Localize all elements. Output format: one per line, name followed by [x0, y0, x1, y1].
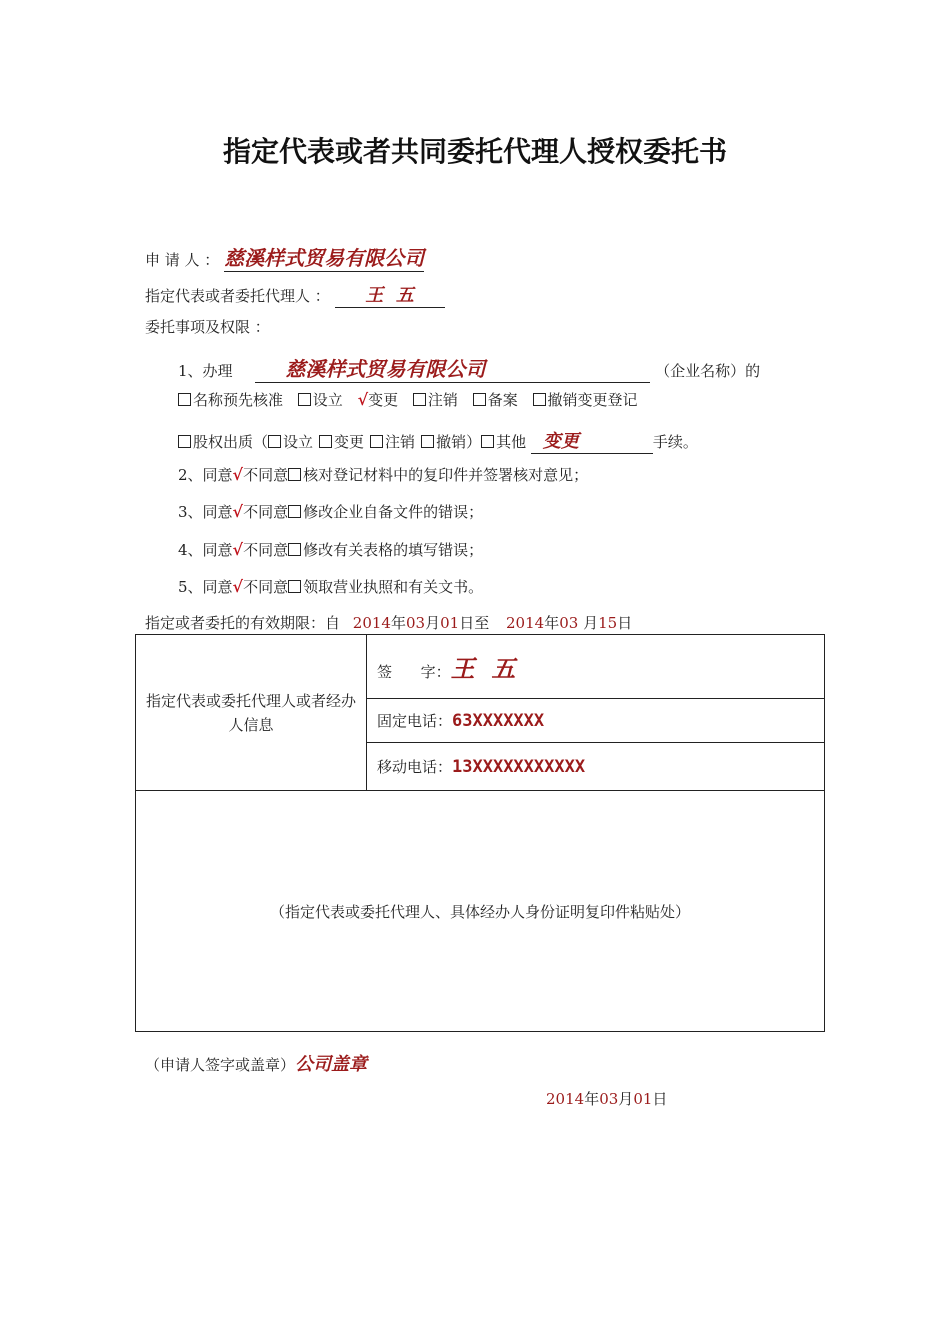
footer-month: 03 [599, 1090, 619, 1108]
checkbox-disagree[interactable] [288, 505, 301, 518]
checkbox-establish[interactable] [298, 393, 311, 406]
footer-year: 2014 [546, 1090, 585, 1108]
consent-row: 5、同意√不同意 领取营业执照和有关文书。 [178, 577, 484, 596]
page-title: 指定代表或者共同委托代理人授权委托书 [222, 135, 727, 168]
id-copy-note: （指定代表或委托代理人、具体经办人身份证明复印件粘贴处） [269, 902, 690, 921]
agent-info-label: 指定代表或委托代理人或者经办人信息 [136, 635, 367, 791]
start-year: 2014 [352, 614, 391, 632]
checkbox-cancel[interactable] [413, 393, 426, 406]
footer-day: 01 [633, 1090, 653, 1108]
start-month: 03 [406, 614, 426, 632]
signature-value: 王 五 [450, 654, 516, 683]
option-label: 注销 [385, 433, 416, 451]
start-day: 01 [440, 614, 460, 632]
item1-prefix: 1、办理 [178, 362, 233, 380]
checkbox-disagree[interactable] [288, 580, 301, 593]
consent-row: 2、同意√不同意 核对登记材料中的复印件并签署核对意见； [178, 465, 589, 484]
agent-label: 指定代表或者委托代理人 ： [145, 287, 330, 305]
signature-cell[interactable] [367, 635, 825, 699]
option-label: 注销 [427, 391, 458, 409]
check-mark-icon[interactable]: √ [232, 577, 244, 596]
checkbox-equity-establish[interactable] [268, 435, 281, 448]
options-row-1 [178, 389, 648, 410]
agent-row [145, 281, 445, 308]
check-mark-icon[interactable]: √ [232, 465, 244, 484]
end-month: 03 [559, 614, 579, 632]
consent-row: 4、同意√不同意 修改有关表格的填写错误； [178, 540, 484, 559]
option-label: 备案 [487, 391, 518, 409]
mobile-cell[interactable] [367, 743, 825, 791]
company-seal-text: 公司盖章 [295, 1054, 368, 1075]
mobile-label: 移动电话： [377, 758, 453, 776]
checkbox-disagree[interactable] [288, 543, 301, 556]
checkbox-equity[interactable] [178, 435, 191, 448]
checkbox-equity-cancel[interactable] [370, 435, 383, 448]
phone-label: 固定电话： [377, 712, 453, 730]
item1-row [178, 353, 760, 383]
procedures-label: 手续。 [652, 433, 698, 451]
equity-close: ） [466, 433, 482, 451]
check-mark-icon[interactable]: √ [232, 502, 244, 521]
other-value: 变更 [542, 431, 579, 452]
option-label: 设立 [283, 433, 314, 451]
other-label: 其他 [496, 433, 527, 451]
checkbox-filing[interactable] [473, 393, 486, 406]
consent-row: 3、同意√不同意 修改企业自备文件的错误； [178, 502, 484, 521]
option-label: 变更 [334, 433, 365, 451]
applicant-label: 申 请 人 ： [145, 251, 220, 269]
checkbox-other[interactable] [481, 435, 494, 448]
option-label: 撤销 [436, 433, 467, 451]
option-label: 撤销变更登记 [547, 391, 638, 409]
item1-company: 慈溪样式贸易有限公司 [285, 357, 486, 381]
checkbox-revoke[interactable] [533, 393, 546, 406]
id-copy-paste-area [136, 791, 825, 1032]
applicant-value: 慈溪样式贸易有限公司 [224, 242, 424, 272]
check-mark-icon[interactable]: √ [357, 390, 369, 409]
applicant-signature-label: （申请人签字或盖章） [145, 1056, 296, 1074]
validity-row: 指定或者委托的有效期限：自 2014年03月01日至 2014年03 月15日 [145, 614, 633, 632]
applicant-signature-row [145, 1050, 367, 1076]
checkbox-name-approval[interactable] [178, 393, 191, 406]
checkbox-equity-revoke[interactable] [421, 435, 434, 448]
phone-value: 63XXXXXXX [452, 711, 545, 731]
checkbox-disagree[interactable] [288, 468, 301, 481]
checkbox-equity-change[interactable] [319, 435, 332, 448]
applicant-row [145, 242, 424, 272]
phone-cell[interactable] [367, 699, 825, 743]
check-mark-icon[interactable]: √ [232, 540, 244, 559]
mobile-value: 13XXXXXXXXXXX [452, 757, 586, 777]
agent-info-table [135, 634, 825, 1032]
signature-label: 签 字： [377, 663, 451, 681]
option-label: 变更 [368, 391, 399, 409]
matters-label: 委托事项及权限 ： [145, 318, 270, 336]
end-year: 2014 [506, 614, 545, 632]
end-day: 15 [598, 614, 618, 632]
validity-label: 指定或者委托的有效期限：自 [145, 614, 341, 632]
equity-label: 股权出质（ [193, 433, 269, 451]
options-row-2 [178, 427, 698, 454]
option-label: 名称预先核准 [193, 391, 284, 409]
item1-suffix: （企业名称）的 [655, 362, 761, 380]
option-label: 设立 [312, 391, 343, 409]
agent-value: 王 五 [365, 285, 414, 306]
footer-date: 2014年03月01日 [546, 1090, 668, 1108]
